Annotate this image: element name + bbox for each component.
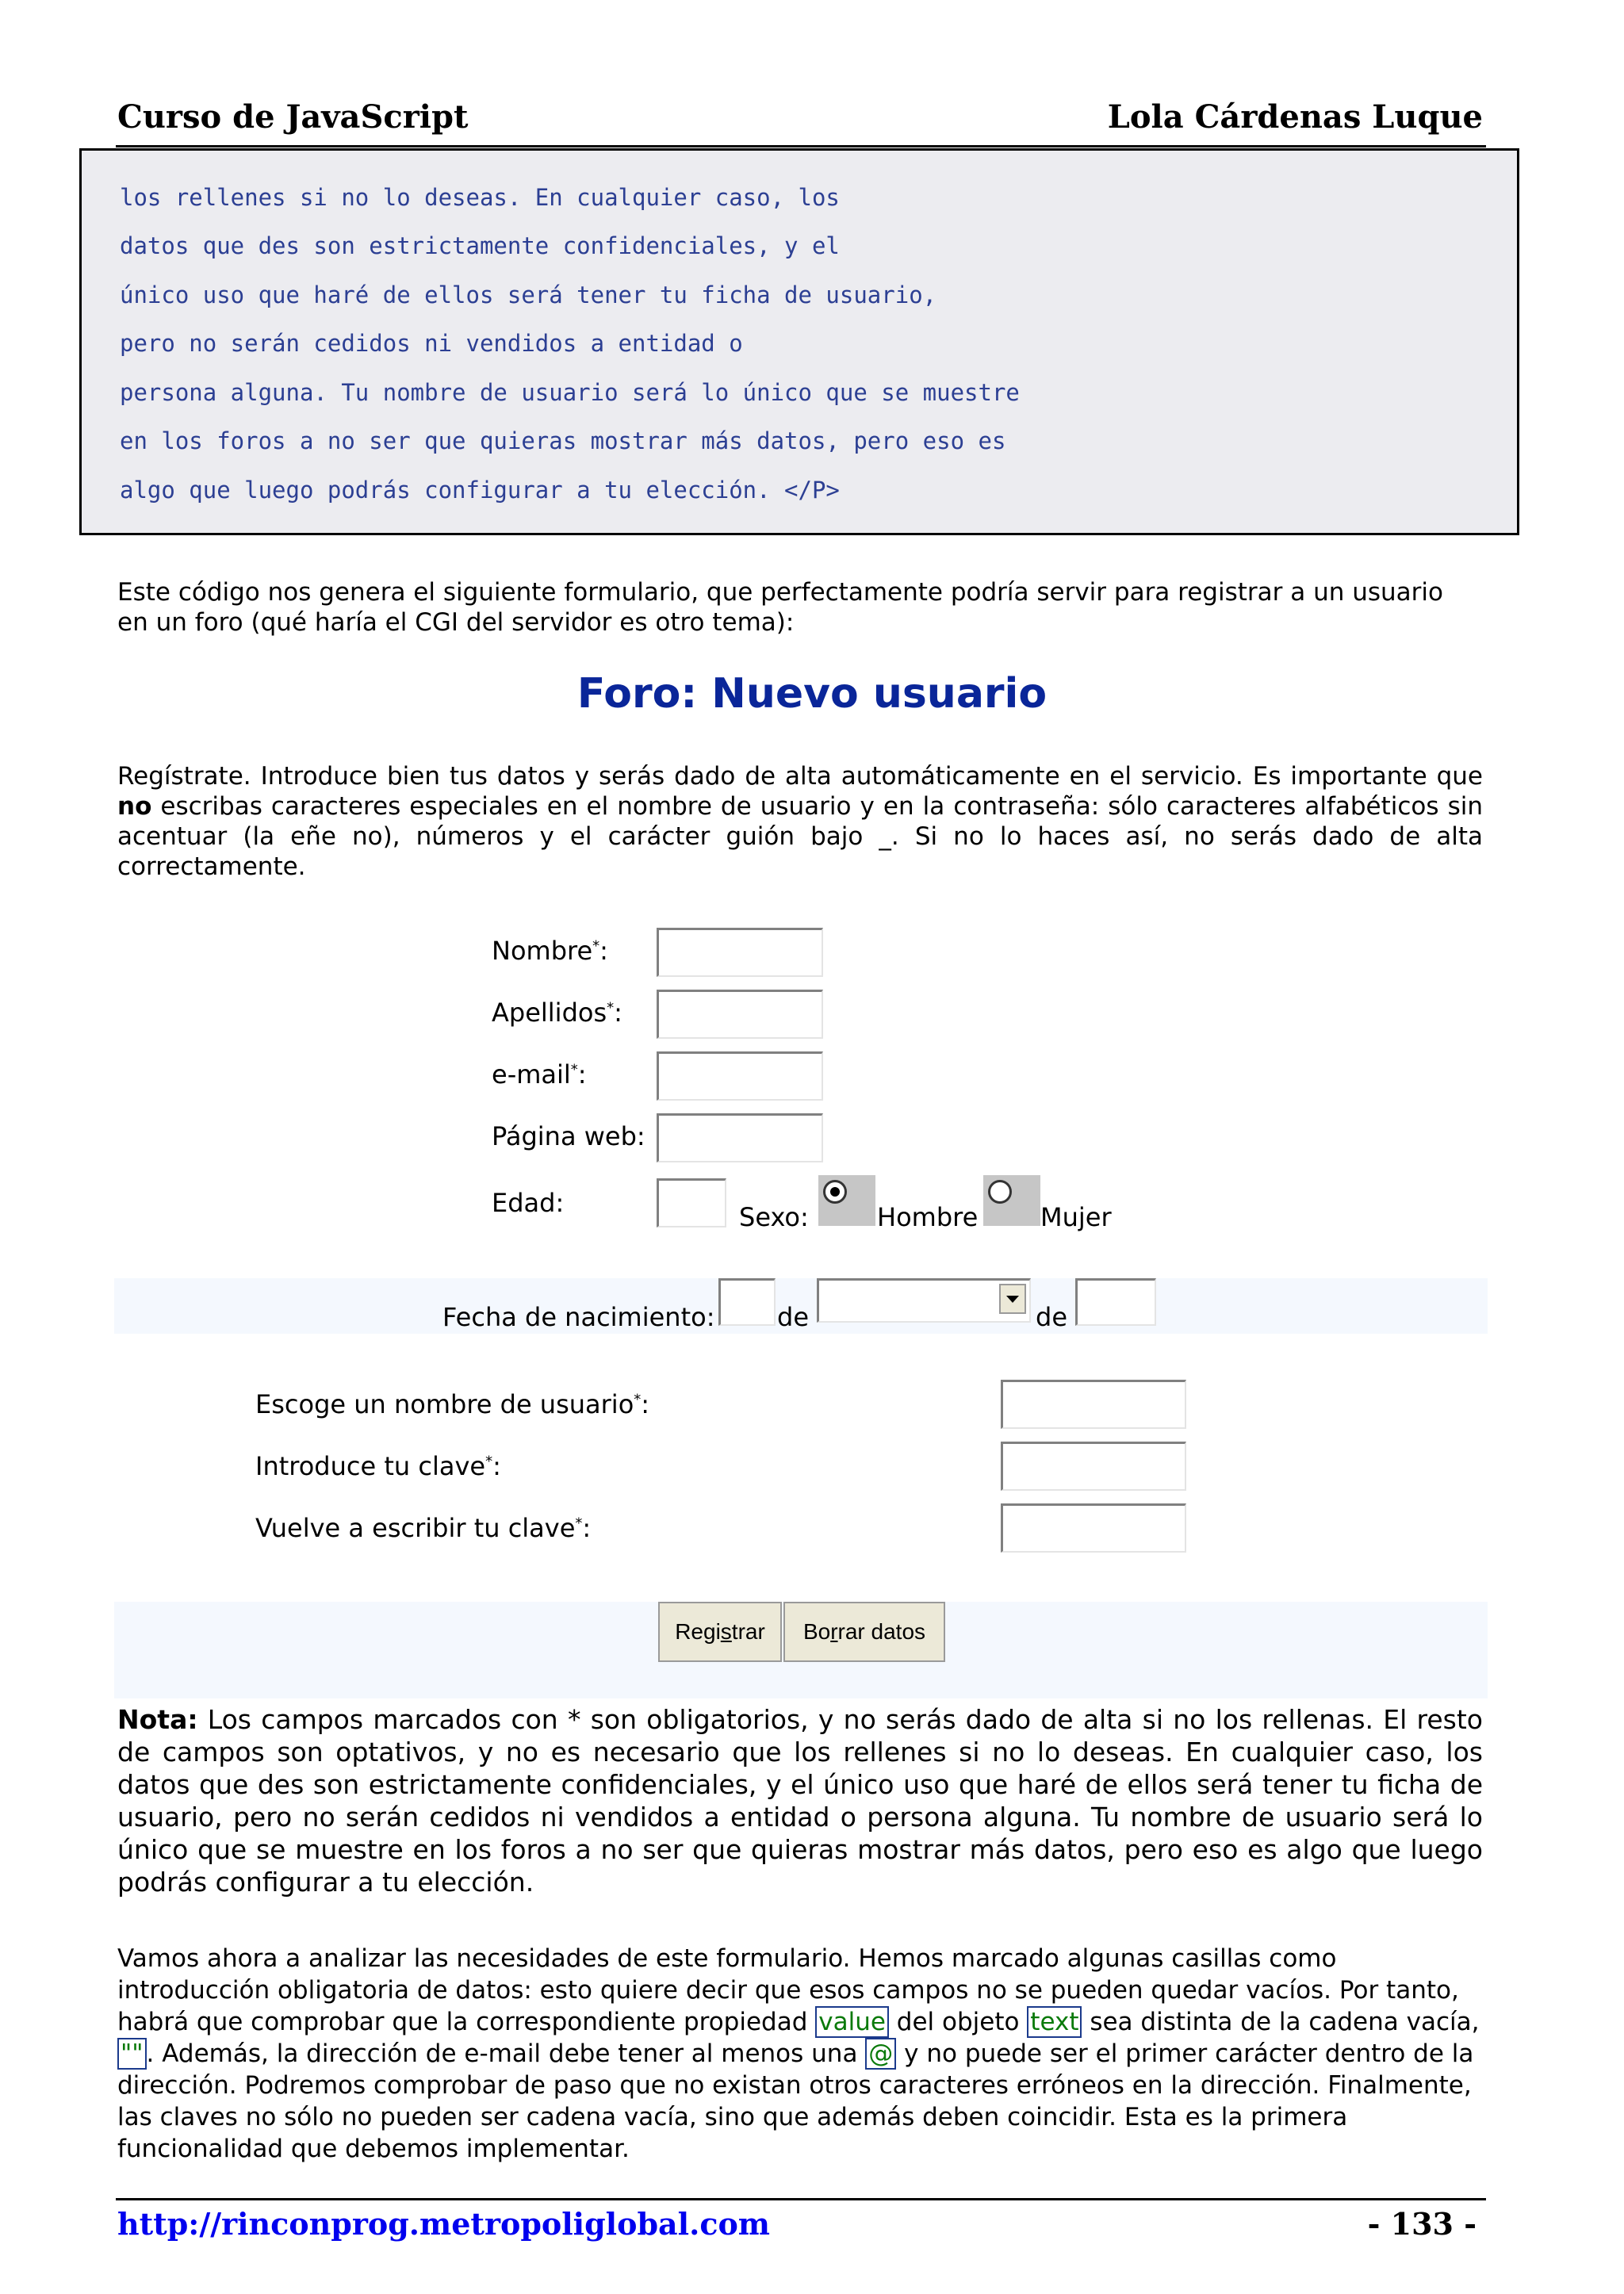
form-description xyxy=(117,761,1483,882)
apellidos-label: Apellidos*: xyxy=(492,998,622,1028)
sexo-label: Sexo: xyxy=(739,1202,809,1232)
dia-input[interactable] xyxy=(718,1278,776,1326)
nota-paragraph xyxy=(117,1703,1483,1898)
required-mark: * xyxy=(570,1061,578,1078)
code-line: algo que luego podrás configurar a tu elección. </P> xyxy=(120,477,840,504)
radio-empty-icon xyxy=(988,1180,1012,1204)
registrar-label-accesskey: s xyxy=(720,1619,732,1644)
analysis-paragraph xyxy=(117,1943,1483,2165)
intro-paragraph: Este código nos genera el siguiente formulario, que perfectamente podría servir para registrar a un usuario en un foro (qué haría el CGI del servidor es otro tema): xyxy=(117,578,1444,637)
code-keyword-value: value xyxy=(815,2006,889,2038)
code-line: los rellenes si no lo deseas. En cualquier caso, los xyxy=(120,184,840,211)
required-mark: * xyxy=(485,1453,493,1470)
analysis-text: Vamos ahora a analizar las necesidades de este formulario. Hemos marcado algunas casillas como introducción obligatoria de datos: esto quiere decir que esos campos no se pueden quedar vacíos. Por tanto, habrá que comprobar que la correspondiente propiedad xyxy=(117,1944,1459,2036)
form-title: Foro: Nuevo usuario xyxy=(576,670,1048,718)
description-bold: no xyxy=(117,792,152,821)
hombre-label: Hombre xyxy=(877,1202,979,1232)
usuario-input[interactable] xyxy=(1001,1380,1186,1429)
code-line: pero no serán cedidos ni vendidos a entidad o xyxy=(120,330,743,357)
header-author: Lola Cárdenas Luque xyxy=(1107,98,1483,136)
borrar-button[interactable] xyxy=(783,1602,945,1662)
email-label: e-mail*: xyxy=(492,1059,587,1090)
code-line: en los foros a no ser que quieras mostrar más datos, pero eso es xyxy=(120,427,1006,454)
footer-url-link[interactable]: http://rinconprog.metropoliglobal.com xyxy=(117,2206,771,2242)
required-mark: * xyxy=(634,1391,642,1408)
clave2-label-text: Vuelve a escribir tu clave xyxy=(255,1513,576,1543)
web-label: Página web: xyxy=(492,1121,645,1151)
mujer-label: Mujer xyxy=(1040,1202,1112,1232)
nota-label: Nota: xyxy=(117,1704,198,1735)
de-label-1: de xyxy=(777,1302,809,1332)
hombre-radio[interactable] xyxy=(818,1175,875,1226)
analysis-text: y no puede ser el primer carácter dentro de la dirección. Podremos comprobar de paso que no existan otros caracteres erróneos en la dirección. Finalmente, las claves no sólo no pueden ser cadena vacía, sino que además deben coincidir. Esta es la primera funcionalidad que debemos implementar. xyxy=(117,2039,1474,2163)
registrar-button[interactable] xyxy=(658,1602,782,1662)
clave2-input[interactable] xyxy=(1001,1503,1186,1553)
mujer-radio[interactable] xyxy=(983,1175,1040,1226)
header-course-title: Curso de JavaScript xyxy=(117,98,469,136)
clave2-label: Vuelve a escribir tu clave*: xyxy=(255,1513,592,1543)
fecha-label: Fecha de nacimiento: xyxy=(442,1302,715,1332)
code-keyword-empty-string: "" xyxy=(117,2038,147,2070)
apellidos-input[interactable] xyxy=(657,990,823,1039)
clave-label: Introduce tu clave*: xyxy=(255,1451,501,1481)
borrar-label-pre: Bo xyxy=(802,1619,831,1644)
required-mark: * xyxy=(607,999,615,1017)
analysis-text: sea distinta de la cadena vacía, xyxy=(1082,2008,1480,2036)
clave-label-text: Introduce tu clave xyxy=(255,1451,486,1481)
email-label-text: e-mail xyxy=(492,1059,571,1090)
mes-select[interactable] xyxy=(817,1278,1031,1323)
footer-rule xyxy=(116,2198,1486,2200)
nota-text: Los campos marcados con * son obligatorios, y no serás dado de alta si no los rellenas. El resto de campos son optativos, y no es necesario que los rellenes si no lo deseas. En cualquier caso, los datos que des son estrictamente confidenciales, y el único uso que haré de ellos será tener tu ficha de usuario, pero no serán cedidos ni vendidos a entidad o persona alguna. Tu nombre de usuario será lo único que se muestre en los foros a no ser que quieras mostrar más datos, pero eso es algo que luego podrás configurar a tu elección. xyxy=(117,1704,1483,1898)
email-input[interactable] xyxy=(657,1051,823,1101)
code-keyword-at: @ xyxy=(865,2038,896,2070)
edad-input[interactable] xyxy=(657,1178,726,1227)
header-rule xyxy=(116,145,1486,147)
usuario-label-text: Escoge un nombre de usuario xyxy=(255,1389,634,1419)
code-line: persona alguna. Tu nombre de usuario será lo único que se muestre xyxy=(120,379,1020,406)
clave-input[interactable] xyxy=(1001,1442,1186,1491)
radio-dot xyxy=(830,1187,840,1197)
borrar-label-accesskey: r xyxy=(830,1619,838,1644)
analysis-text: . Además, la dirección de e-mail debe tener al menos una xyxy=(146,2039,866,2068)
edad-label: Edad: xyxy=(492,1188,565,1218)
analysis-text: del objeto xyxy=(888,2008,1028,2036)
code-keyword-text: text xyxy=(1027,2006,1082,2038)
code-line: único uso que haré de ellos será tener tu ficha de usuario, xyxy=(120,281,937,308)
registrar-label-post: trar xyxy=(731,1619,765,1644)
required-mark: * xyxy=(592,937,600,955)
nombre-input[interactable] xyxy=(657,928,823,977)
chevron-down-icon[interactable] xyxy=(999,1284,1026,1314)
code-line: datos que des son estrictamente confidenciales, y el xyxy=(120,232,840,259)
description-pre: Regístrate. Introduce bien tus datos y serás dado de alta automáticamente en el servicio. Es importante que xyxy=(117,762,1483,791)
apellidos-label-text: Apellidos xyxy=(492,998,607,1028)
registrar-label-pre: Regi xyxy=(675,1619,721,1644)
radio-selected-icon xyxy=(823,1180,847,1204)
nombre-label-text: Nombre xyxy=(492,936,593,966)
anio-input[interactable] xyxy=(1075,1278,1156,1326)
page-number: - 133 - xyxy=(1367,2206,1477,2242)
required-mark: * xyxy=(575,1515,583,1532)
description-post: escribas caracteres especiales en el nombre de usuario y en la contraseña: sólo caracteres alfabéticos sin acentuar (la eñe no), números y el carácter guión bajo _. Si no lo haces así, no serás dado de alta correctamente. xyxy=(117,792,1483,881)
usuario-label: Escoge un nombre de usuario*: xyxy=(255,1389,650,1419)
nombre-label: Nombre*: xyxy=(492,936,608,966)
web-input[interactable] xyxy=(657,1113,823,1162)
de-label-2: de xyxy=(1036,1302,1067,1332)
borrar-label-post: rar datos xyxy=(837,1619,926,1644)
code-box xyxy=(79,148,1519,535)
